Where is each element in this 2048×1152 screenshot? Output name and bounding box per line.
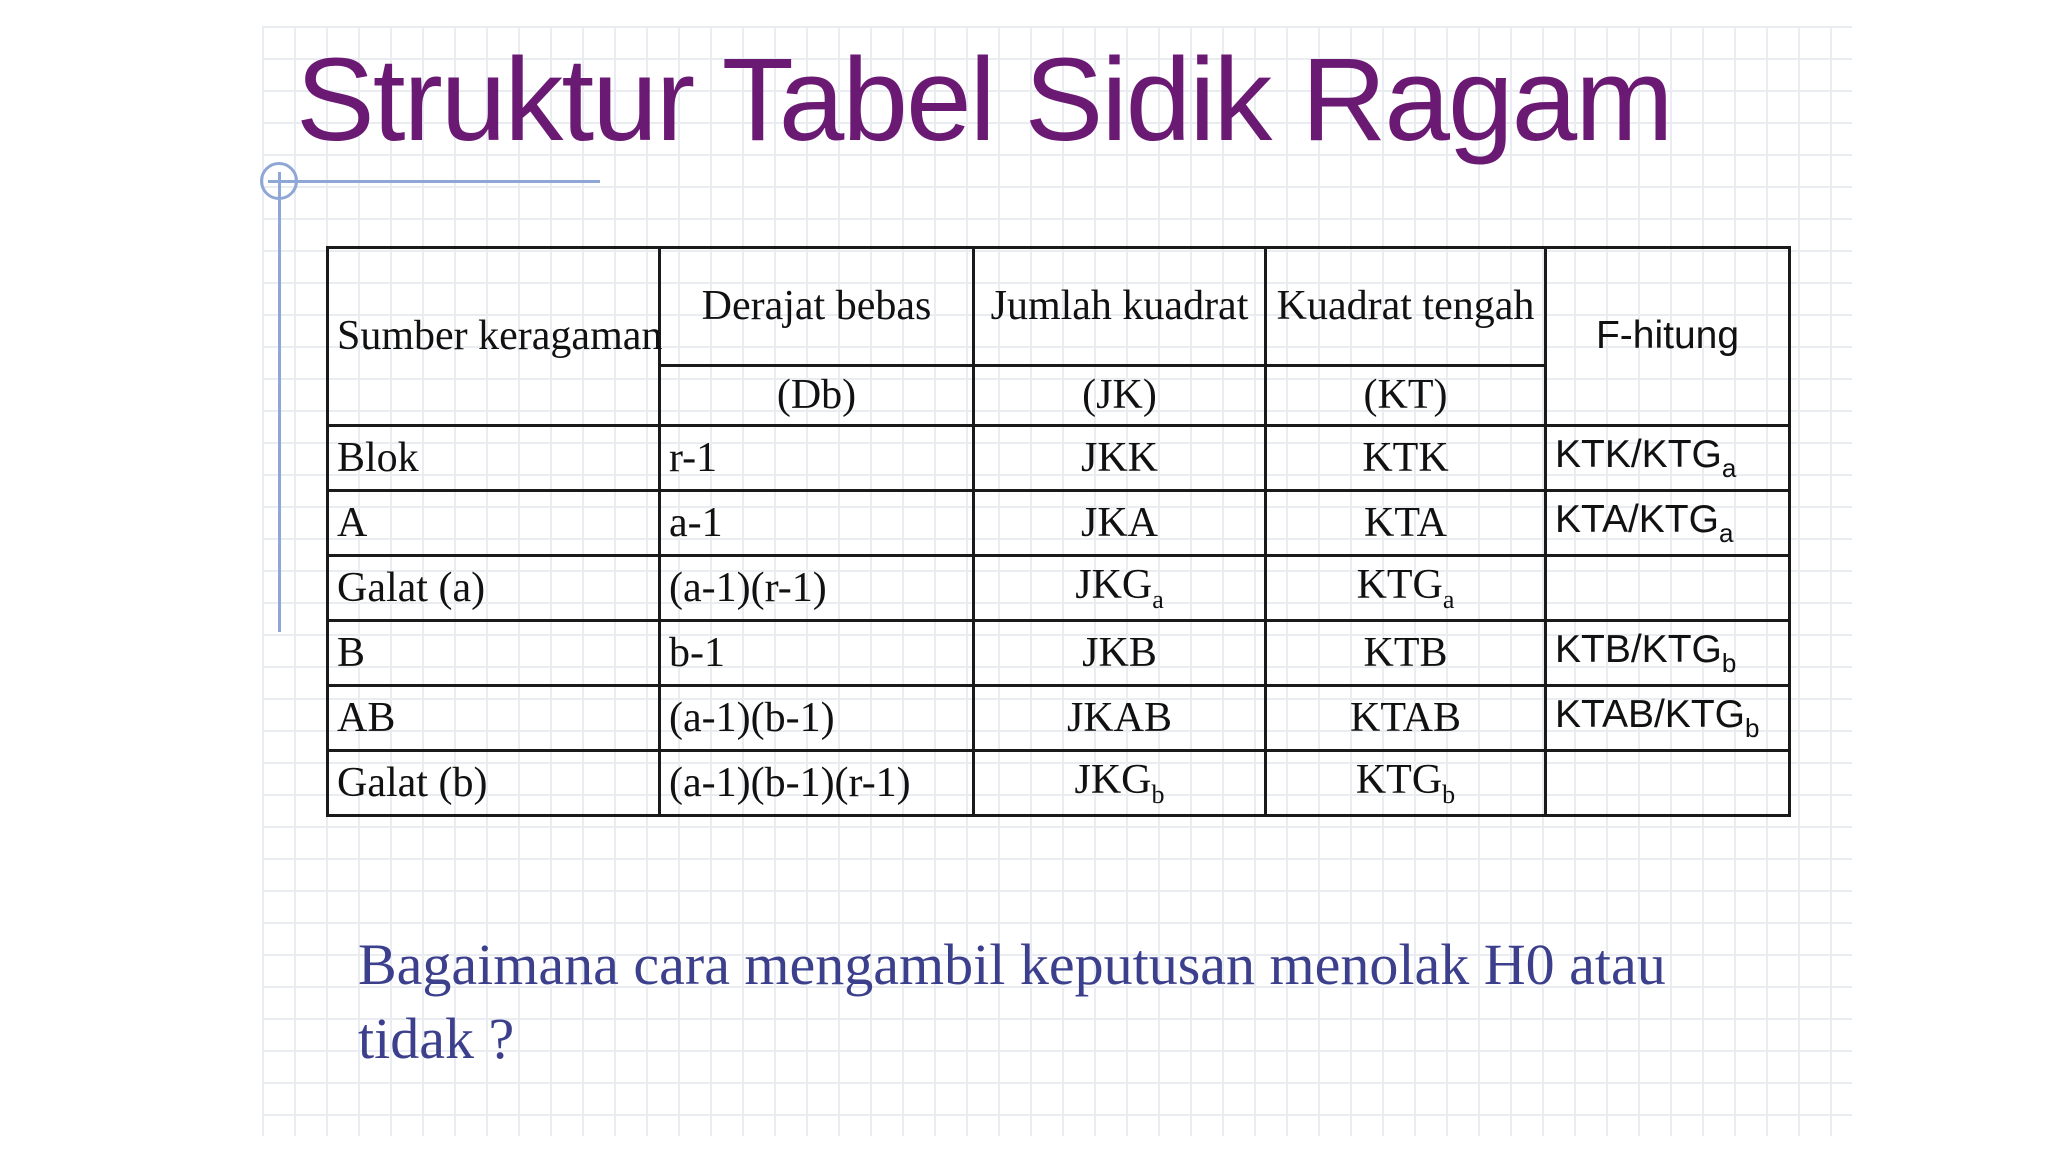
cell-ss [974, 426, 1266, 491]
cell-ms-text: KTA [1364, 499, 1447, 546]
cell-ms-text: KTG [1355, 756, 1443, 803]
table-body [328, 426, 1790, 816]
header-source: Sumber keragaman [328, 248, 660, 426]
cell-source [328, 556, 660, 621]
cell-f-text: KTB/KTG [1555, 627, 1722, 671]
table-row [328, 686, 1790, 751]
cell-df-text: (a-1)(b-1)(r-1) [669, 759, 911, 806]
cell-ms-text: KTK [1362, 434, 1449, 481]
cell-ms-subscript: a [1442, 584, 1455, 614]
cell-ss-text: JKG [1075, 561, 1153, 608]
cell-f-subscript: b [1744, 712, 1760, 743]
cell-source-text: A [337, 499, 368, 546]
cell-df [660, 491, 974, 556]
cell-f-text: KTA/KTG [1555, 497, 1719, 541]
cell-f-text: KTAB/KTG [1555, 692, 1745, 736]
cell-df-text: r-1 [669, 434, 718, 481]
cell-source-text: AB [337, 694, 396, 741]
cell-df-text: b-1 [669, 629, 725, 676]
cell-ss-text: JKK [1080, 434, 1158, 481]
cell-df-text: (a-1)(r-1) [669, 564, 827, 611]
decorative-line-vertical [278, 172, 281, 632]
cell-source [328, 686, 660, 751]
cell-ss-subscript: a [1152, 584, 1164, 614]
cell-source [328, 621, 660, 686]
anova-table [326, 246, 1791, 817]
cell-ms [1266, 426, 1546, 491]
cell-ms [1266, 556, 1546, 621]
cell-ms-text: KTG [1356, 561, 1443, 608]
cell-df [660, 556, 974, 621]
table-row [328, 491, 1790, 556]
cell-ms [1266, 621, 1546, 686]
cell-ss [974, 491, 1266, 556]
cell-df-text: (a-1)(b-1) [669, 694, 835, 741]
cell-df [660, 751, 974, 816]
cell-df [660, 686, 974, 751]
question-text: Bagaimana cara mengambil keputusan menolak H0 atau tidak ? [358, 932, 1666, 1071]
cell-f [1546, 621, 1790, 686]
cell-df [660, 426, 974, 491]
cell-f [1546, 686, 1790, 751]
cell-f [1546, 751, 1790, 816]
cell-ms [1266, 491, 1546, 556]
cell-source [328, 491, 660, 556]
table-row [328, 426, 1790, 491]
header-f: F-hitung [1546, 248, 1790, 426]
cell-ss [974, 556, 1266, 621]
cell-ss [974, 751, 1266, 816]
table-row [328, 621, 1790, 686]
decorative-line-horizontal [268, 180, 600, 183]
header-df-abbr: (Db) [660, 366, 974, 426]
cell-ss-text: JKG [1074, 756, 1152, 803]
cell-source-text: Blok [337, 434, 419, 481]
cell-ms [1266, 751, 1546, 816]
cell-ms-text: KTB [1363, 629, 1448, 676]
cell-f [1546, 426, 1790, 491]
cell-ss-subscript: b [1151, 779, 1165, 809]
cell-source-text: Galat (a) [337, 564, 486, 611]
cell-ss-text: JKA [1080, 499, 1158, 546]
cell-df [660, 621, 974, 686]
table-header-row [328, 248, 1790, 366]
header-df: Derajat bebas [660, 248, 974, 366]
cell-f [1546, 556, 1790, 621]
cell-ss [974, 686, 1266, 751]
table-row [328, 751, 1790, 816]
header-ms-abbr: (KT) [1266, 366, 1546, 426]
cell-f-text: KTK/KTG [1555, 432, 1722, 476]
header-ss-abbr: (JK) [974, 366, 1266, 426]
table-row [328, 556, 1790, 621]
cell-source-text: B [337, 629, 366, 676]
cell-f-subscript: a [1718, 517, 1734, 548]
cell-f-subscript: a [1721, 452, 1737, 483]
cell-df-text: a-1 [669, 499, 723, 546]
cell-f-subscript: b [1721, 647, 1737, 678]
cell-f [1546, 491, 1790, 556]
cell-ms-subscript: b [1442, 779, 1456, 809]
cell-ms-text: KTAB [1350, 694, 1461, 741]
header-ss: Jumlah kuadrat [974, 248, 1266, 366]
cell-source [328, 751, 660, 816]
cell-source [328, 426, 660, 491]
cell-source-text: Galat (b) [337, 759, 488, 806]
cell-ss-text: JKB [1082, 629, 1157, 676]
cell-ss [974, 621, 1266, 686]
cell-ms [1266, 686, 1546, 751]
decorative-ring [260, 162, 298, 200]
page-title: Struktur Tabel Sidik Ragam [296, 34, 1672, 166]
cell-ss-text: JKAB [1066, 694, 1173, 741]
header-ms: Kuadrat tengah [1266, 248, 1546, 366]
